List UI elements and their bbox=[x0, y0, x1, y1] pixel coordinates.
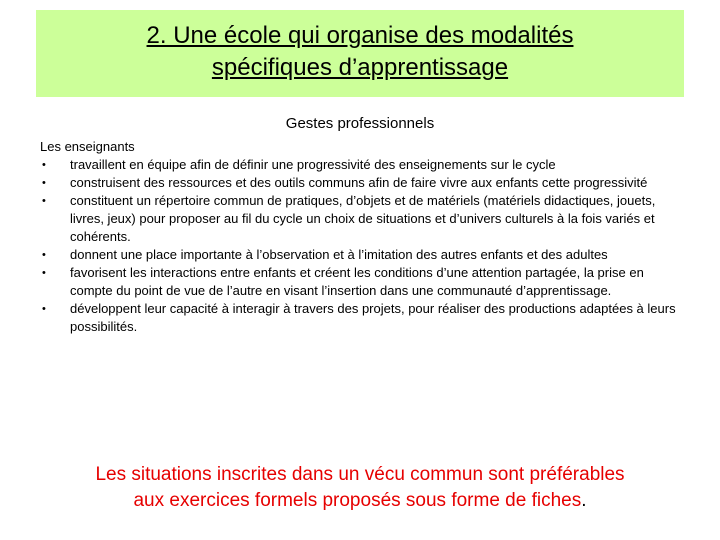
list-item bbox=[40, 300, 680, 336]
subtitle-text: Gestes professionnels bbox=[285, 115, 435, 132]
list-item-text: favorisent les interactions entre enfants et créent les conditions d’une attention partagée, la prise en compte du point de vue de l’autre en visant l’insertion dans une communauté d’apprentissage. bbox=[70, 265, 644, 298]
bullet-icon: • bbox=[42, 195, 46, 207]
bullet-icon: • bbox=[42, 159, 46, 171]
conclusion-line-2: aux exercices formels proposés sous forme de fiches bbox=[133, 490, 582, 511]
list-item bbox=[40, 246, 680, 264]
list-item bbox=[40, 264, 680, 300]
lead-text: Les enseignants bbox=[40, 139, 135, 154]
bullet-icon: • bbox=[42, 249, 46, 261]
bullet-list bbox=[40, 156, 680, 336]
list-item-text: travaillent en équipe afin de définir une progressivité des enseignements sur le cycle bbox=[70, 157, 556, 172]
conclusion-line-1: Les situations inscrites dans un vécu commun sont préférables bbox=[95, 464, 625, 485]
list-item-text: construisent des ressources et des outils communs afin de faire vivre aux enfants cette progressivité bbox=[70, 175, 648, 190]
list-item-text: constituent un répertoire commun de pratiques, d’objets et de matériels (matériels didactiques, jouets, livres, jeux) pour proposer au fil du cycle un choix de situations et d’univers culturels à la fois variés et cohérents. bbox=[70, 193, 656, 244]
title-line-2: spécifiques d’apprentissage bbox=[211, 54, 509, 81]
section-subtitle bbox=[0, 114, 720, 134]
list-item bbox=[40, 174, 680, 192]
list-item-text: donnent une place importante à l’observation et à l’imitation des autres enfants et des adultes bbox=[70, 247, 608, 262]
list-item bbox=[40, 156, 680, 174]
page-title bbox=[60, 20, 660, 84]
bullet-icon: • bbox=[42, 177, 46, 189]
conclusion-text bbox=[40, 462, 680, 514]
list-item-text: développent leur capacité à interagir à travers des projets, pour réaliser des productions adaptées à leurs possibilités. bbox=[70, 301, 676, 334]
bullet-icon: • bbox=[42, 267, 46, 279]
bullet-icon: • bbox=[42, 303, 46, 315]
conclusion-period: . bbox=[581, 490, 587, 511]
title-line-1: 2. Une école qui organise des modalités bbox=[146, 22, 574, 49]
list-item bbox=[40, 192, 680, 246]
